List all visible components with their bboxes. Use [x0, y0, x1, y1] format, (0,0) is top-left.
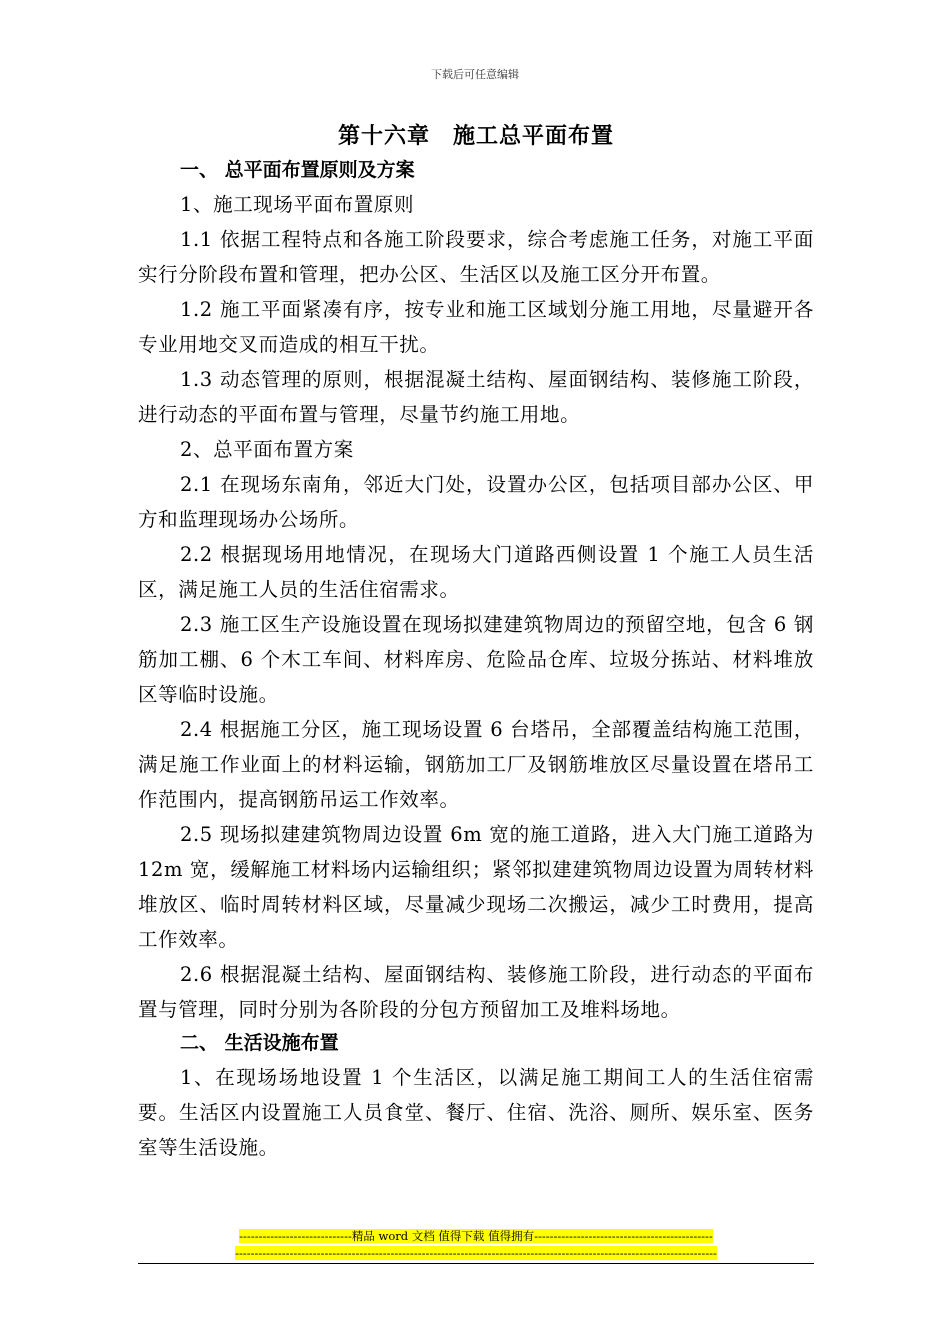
paragraph-1-2: 1.2 施工平面紧凑有序，按专业和施工区域划分施工用地，尽量避开各专业用地交叉而造成的相互干扰。	[138, 298, 814, 356]
paragraph-1-1: 1.1 依据工程特点和各施工阶段要求，综合考虑施工任务，对施工平面实行分阶段布置和管理，把办公区、生活区以及施工区分开布置。	[138, 228, 814, 286]
paragraph-2-5: 2.5 现场拟建建筑物周边设置 6m 宽的施工道路，进入大门施工道路为 12m 宽，缓解施工材料场内运输组织；紧邻拟建建筑物周边设置为周转材料堆放区、临时周转材料区域，尽量减少现场二次搬运，减少工时费用，提高工作效率。	[138, 823, 814, 951]
document-body	[138, 118, 814, 1165]
subsection-heading: 1、施工现场平面布置原则	[180, 193, 415, 216]
paragraph-2-6: 2.6 根据混凝土结构、屋面钢结构、装修施工阶段，进行动态的平面布置与管理，同时分别为各阶段的分包方预留加工及堆料场地。	[138, 963, 814, 1021]
chapter-title: 第十六章 施工总平面布置	[337, 123, 614, 149]
paragraph-living-1: 1、在现场场地设置 1 个生活区，以满足施工期间工人的生活住宿需要。生活区内设置施工人员食堂、餐厅、住宿、洗浴、厕所、娱乐室、医务室等生活设施。	[138, 1066, 814, 1159]
footer-line-1: -----------------------------精品 word 文档 值得下载 值得拥有----------------------------------------------	[239, 1229, 713, 1243]
footer-line-2: ----------------------------------------------------------------------------------------------------------------------------	[235, 1246, 717, 1260]
section-heading-1: 一、 总平面布置原则及方案	[180, 159, 415, 181]
section-heading-2: 二、 生活设施布置	[180, 1032, 339, 1054]
footer-banner	[138, 1228, 814, 1262]
subsection-heading: 2、总平面布置方案	[180, 438, 354, 461]
header-note: 下载后可任意编辑	[431, 68, 519, 81]
footer-divider	[138, 1263, 814, 1264]
paragraph-2-4: 2.4 根据施工分区，施工现场设置 6 台塔吊，全部覆盖结构施工范围，满足施工作业面上的材料运输，钢筋加工厂及钢筋堆放区尽量设置在塔吊工作范围内，提高钢筋吊运工作效率。	[138, 718, 814, 811]
paragraph-1-3: 1.3 动态管理的原则，根据混凝土结构、屋面钢结构、装修施工阶段，进行动态的平面布置与管理，尽量节约施工用地。	[138, 368, 814, 426]
paragraph-2-1: 2.1 在现场东南角，邻近大门处，设置办公区，包括项目部办公区、甲方和监理现场办公场所。	[138, 473, 814, 531]
paragraph-2-3: 2.3 施工区生产设施设置在现场拟建建筑物周边的预留空地，包含 6 钢筋加工棚、6 个木工车间、材料库房、危险品仓库、垃圾分拣站、材料堆放区等临时设施。	[138, 613, 814, 706]
paragraph-2-2: 2.2 根据现场用地情况，在现场大门道路西侧设置 1 个施工人员生活区，满足施工人员的生活住宿需求。	[138, 543, 814, 601]
